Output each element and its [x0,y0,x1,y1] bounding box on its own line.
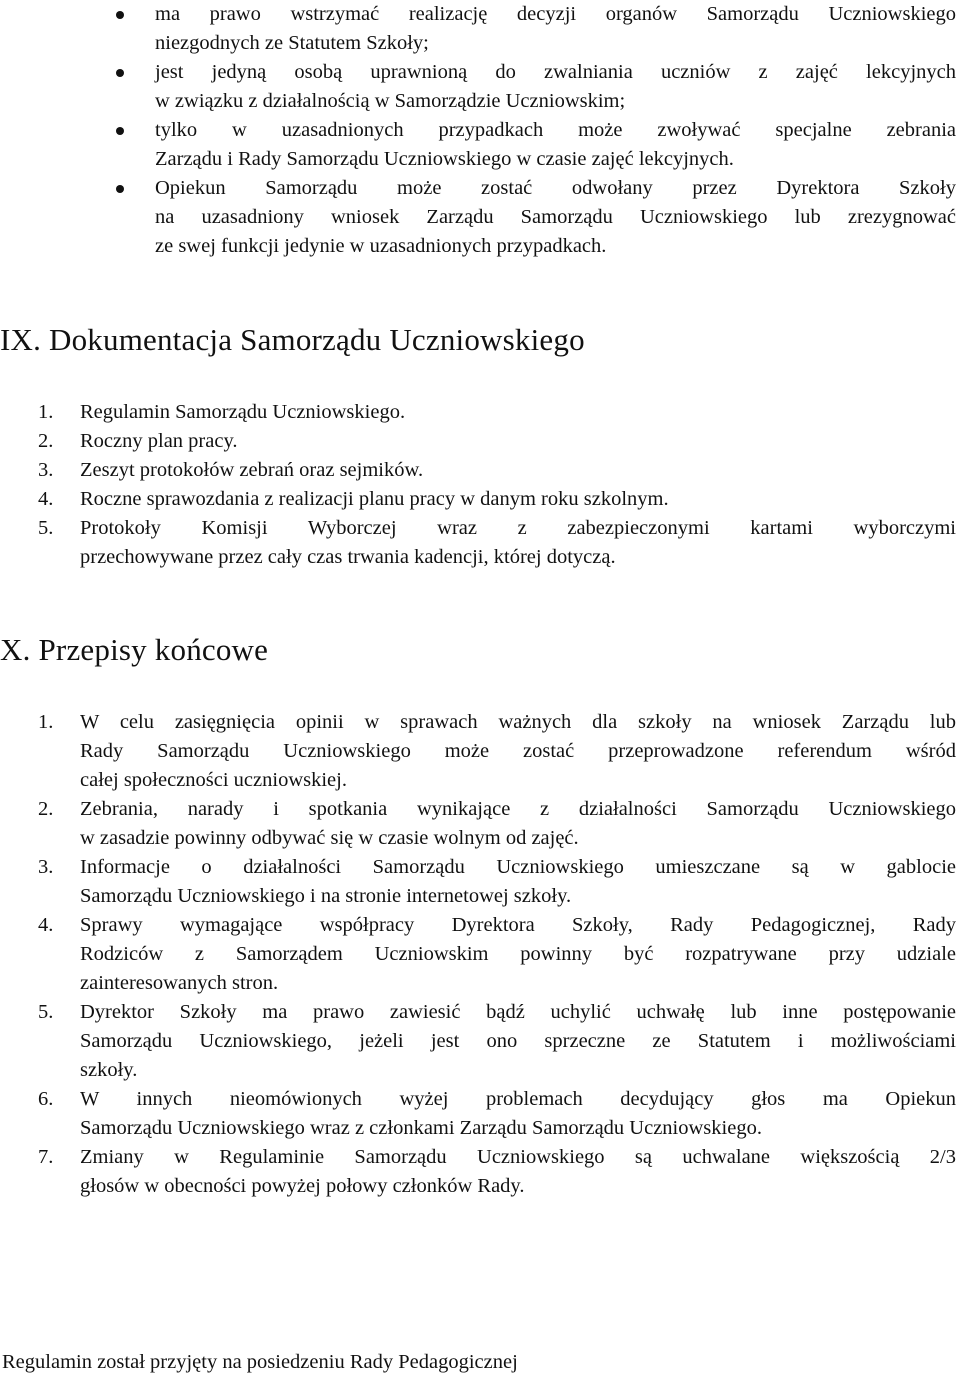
bullet-item [108,0,956,58]
text-line: Samorządu Uczniowskiego i na stronie internetowej szkoły. [80,885,572,907]
text-line: Opiekun Samorządu może zostać odwołany przez Dyrektora Szkoły [155,177,956,199]
text-line: Samorządu Uczniowskiego, jeżeli jest ono sprzeczne ze Statutem i możliwościami [80,1030,956,1052]
text-line: Zebrania, narady i spotkania wynikające z działalności Samorządu Uczniowskiego [80,798,956,820]
bullet-icon [116,69,124,77]
text-line: w związku z działalnością w Samorządzie Uczniowskim; [155,90,626,112]
section-x-heading: X. Przepisy końcowe [0,632,269,667]
list-item [38,708,956,795]
item-number: 2. [38,430,54,452]
bullet-icon [116,127,124,135]
footer-text: Regulamin został przyjęty na posiedzeniu Rady Pedagogicznej [2,1351,518,1373]
text-line: W celu zasięgnięcia opinii w sprawach ważnych dla szkoły na wniosek Zarządu lub [80,711,956,733]
item-number: 5. [38,517,54,539]
list-item [38,911,956,998]
list-item [38,485,956,514]
bullet-icon [116,11,124,19]
list-item [38,853,956,911]
list-item [38,998,956,1085]
text-line: całej społeczności uczniowskiej. [80,769,347,791]
text-line: ma prawo wstrzymać realizację decyzji organów Samorządu Uczniowskiego [155,3,956,25]
list-item [38,514,956,572]
item-number: 1. [38,401,54,423]
section-ix-heading: IX. Dokumentacja Samorządu Uczniowskiego [0,322,585,357]
text-line: Zarządu i Rady Samorządu Uczniowskiego w czasie zajęć lekcyjnych. [155,148,734,170]
text-line: przechowywane przez cały czas trwania kadencji, której dotyczą. [80,546,616,568]
list-item [38,795,956,853]
item-number: 5. [38,1001,54,1023]
text-line: Roczny plan pracy. [80,430,238,452]
text-line: głosów w obecności powyżej połowy członków Rady. [80,1175,525,1197]
text-line: tylko w uzasadnionych przypadkach może zwoływać specjalne zebrania [155,119,956,141]
item-number: 2. [38,798,54,820]
item-number: 3. [38,459,54,481]
text-line: Samorządu Uczniowskiego wraz z członkami Zarządu Samorządu Uczniowskiego. [80,1117,762,1139]
text-line: Roczne sprawozdania z realizacji planu pracy w danym roku szkolnym. [80,488,669,510]
text-line: zainteresowanych stron. [80,972,279,994]
text-line: Informacje o działalności Samorządu Uczniowskiego umieszczane są w gablocie [80,856,956,878]
text-line: Rady Samorządu Uczniowskiego może zostać przeprowadzone referendum wśród [80,740,956,762]
text-line: w zasadzie powinny odbywać się w czasie wolnym od zajęć. [80,827,579,849]
text-line: Sprawy wymagające współpracy Dyrektora Szkoły, Rady Pedagogicznej, Rady [80,914,956,936]
item-number: 4. [38,488,54,510]
item-number: 7. [38,1146,54,1168]
text-line: W innych nieomówionych wyżej problemach decydujący głos ma Opiekun [80,1088,956,1110]
text-line: Regulamin Samorządu Uczniowskiego. [80,401,406,423]
text-line: Zeszyt protokołów zebrań oraz sejmików. [80,459,424,481]
list-item [38,1085,956,1143]
opiekun-duties-list [108,0,956,261]
list-item [38,398,956,427]
bullet-item [108,58,956,116]
item-number: 1. [38,711,54,733]
bullet-item [108,116,956,174]
section-ix-list [38,398,956,572]
text-line: Protokoły Komisji Wyborczej wraz z zabezpieczonymi kartami wyborczymi [80,517,956,539]
text-line: Rodziców z Samorządem Uczniowskim powinny być rozpatrywane przy udziale [80,943,956,965]
text-line: ze swej funkcji jedynie w uzasadnionych przypadkach. [155,235,607,257]
text-line: szkoły. [80,1059,138,1081]
text-line: Dyrektor Szkoły ma prawo zawiesić bądź uchylić uchwałę lub inne postępowanie [80,1001,956,1023]
section-x-list [38,708,956,1201]
item-number: 4. [38,914,54,936]
text-line: na uzasadniony wniosek Zarządu Samorządu Uczniowskiego lub zrezygnować [155,206,956,228]
list-item [38,456,956,485]
bullet-item [108,174,956,261]
text-line: jest jedyną osobą uprawnioną do zwalniania uczniów z zajęć lekcyjnych [155,61,956,83]
item-number: 6. [38,1088,54,1110]
text-line: niezgodnych ze Statutem Szkoły; [155,32,429,54]
text-line: Zmiany w Regulaminie Samorządu Uczniowskiego są uchwalane większością 2/3 [80,1146,956,1168]
item-number: 3. [38,856,54,878]
bullet-icon [116,185,124,193]
list-item [38,427,956,456]
list-item [38,1143,956,1201]
